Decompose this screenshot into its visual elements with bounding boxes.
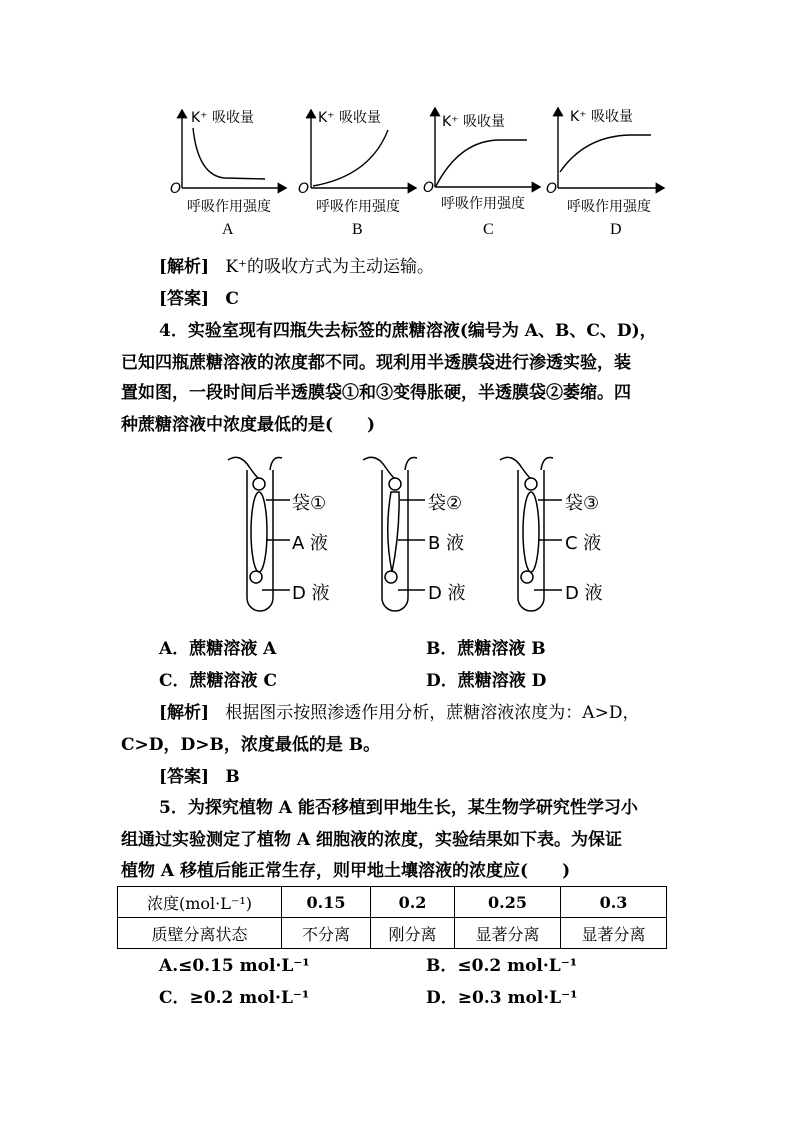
q4-option-b: B．蔗糖溶液 B xyxy=(426,639,546,659)
q5-stem-line-3: 植物 A 移植后能正常生存，则甲地土壤溶液的浓度应( ) xyxy=(121,861,571,881)
table-cell: 0.15 xyxy=(282,887,371,918)
tube-1-bag-label: 袋① xyxy=(292,493,327,514)
graph-a-origin: O xyxy=(170,181,182,197)
q4-analysis-line-1: 根据图示按照渗透作用分析，蔗糖溶液浓度为：A>D， xyxy=(225,703,640,723)
table-row xyxy=(118,918,667,949)
q4-stem-line-2: 已知四瓶蔗糖溶液的浓度都不同。现利用半透膜袋进行渗透实验，装 xyxy=(121,353,631,373)
q4-option-c: C．蔗糖溶液 C xyxy=(159,671,277,691)
tube-1 xyxy=(228,457,290,611)
graph-b-origin: O xyxy=(298,181,310,197)
table-cell: 显著分离 xyxy=(561,918,667,949)
q4-answer xyxy=(159,766,240,788)
graph-d-y-label: K⁺ 吸收量 xyxy=(570,109,634,125)
tube-1-inner-label: A 液 xyxy=(292,533,329,554)
graph-b-x-label: 呼吸作用强度 xyxy=(316,199,400,215)
q5-stem-line-2: 组通过实验测定了植物 A 细胞液的浓度，实验结果如下表。为保证 xyxy=(121,830,623,850)
table-row xyxy=(118,887,667,918)
q5-option-c: C．≥0.2 mol·L⁻¹ xyxy=(159,988,310,1008)
table-cell: 刚分离 xyxy=(371,918,455,949)
table-cell: 0.3 xyxy=(561,887,667,918)
q4-option-a: A．蔗糖溶液 A xyxy=(159,639,277,659)
q5-option-d: D．≥0.3 mol·L⁻¹ xyxy=(426,988,578,1008)
tube-2 xyxy=(363,457,425,611)
analysis-text: K⁺的吸收方式为主动运输。 xyxy=(225,257,434,277)
tube-1-outer-label: D 液 xyxy=(292,583,330,604)
graph-b-letter: B xyxy=(352,221,363,238)
q4-stem-line-1: 4．实验室现有四瓶失去标签的蔗糖溶液(编号为 A、B、C、D)， xyxy=(159,321,657,341)
table-cell: 0.2 xyxy=(371,887,455,918)
graph-a-y-label: K⁺ 吸收量 xyxy=(191,110,255,126)
concentration-table xyxy=(117,886,667,949)
graph-d-x-label: 呼吸作用强度 xyxy=(567,199,651,215)
table-cell: 显著分离 xyxy=(455,918,561,949)
q5-option-a: A.≤0.15 mol·L⁻¹ xyxy=(159,956,310,976)
graph-c-x-label: 呼吸作用强度 xyxy=(441,196,525,212)
answer-value: C xyxy=(225,289,239,309)
q4-answer-tag: [答案] xyxy=(159,767,210,787)
graph-b-y-label: K⁺ 吸收量 xyxy=(318,110,382,126)
q4-analysis-line-2: C>D，D>B，浓度最低的是 B。 xyxy=(121,735,381,755)
q5-option-b: B．≤0.2 mol·L⁻¹ xyxy=(426,956,578,976)
q4-stem-line-4: 种蔗糖溶液中浓度最低的是( ) xyxy=(121,415,376,435)
q4-analysis xyxy=(159,702,639,724)
table-cell: 不分离 xyxy=(282,918,371,949)
graph-a-letter: A xyxy=(222,221,234,238)
q4-analysis-tag: [解析] xyxy=(159,703,210,723)
graph-c-y-label: K⁺ 吸收量 xyxy=(442,114,506,130)
table-cell: 质壁分离状态 xyxy=(118,918,282,949)
q4-stem-line-3: 置如图，一段时间后半透膜袋①和③变得胀硬，半透膜袋②萎缩。四 xyxy=(121,383,631,403)
q4-answer-value: B xyxy=(225,767,240,787)
analysis-tag: [解析] xyxy=(159,257,210,277)
graph-c-origin: O xyxy=(423,180,435,196)
tube-3 xyxy=(500,457,562,611)
q5-stem-line-1: 5．为探究植物 A 能否移植到甲地生长，某生物学研究性学习小 xyxy=(159,798,638,818)
table-cell: 浓度(mol·L⁻¹) xyxy=(118,887,282,918)
graph-a-x-label: 呼吸作用强度 xyxy=(187,199,271,215)
table-cell: 0.25 xyxy=(455,887,561,918)
graph-c-letter: C xyxy=(483,221,494,238)
tube-3-inner-label: C 液 xyxy=(565,533,602,554)
tube-2-inner-label: B 液 xyxy=(428,533,465,554)
answer-tag: [答案] xyxy=(159,289,210,309)
tube-2-bag-label: 袋② xyxy=(428,493,463,514)
tube-3-outer-label: D 液 xyxy=(565,583,603,604)
graph-d-origin: O xyxy=(546,181,558,197)
tube-2-outer-label: D 液 xyxy=(428,583,466,604)
tube-3-bag-label: 袋③ xyxy=(565,493,600,514)
q4-option-d: D．蔗糖溶液 D xyxy=(426,671,547,691)
graph-d-letter: D xyxy=(610,221,622,238)
